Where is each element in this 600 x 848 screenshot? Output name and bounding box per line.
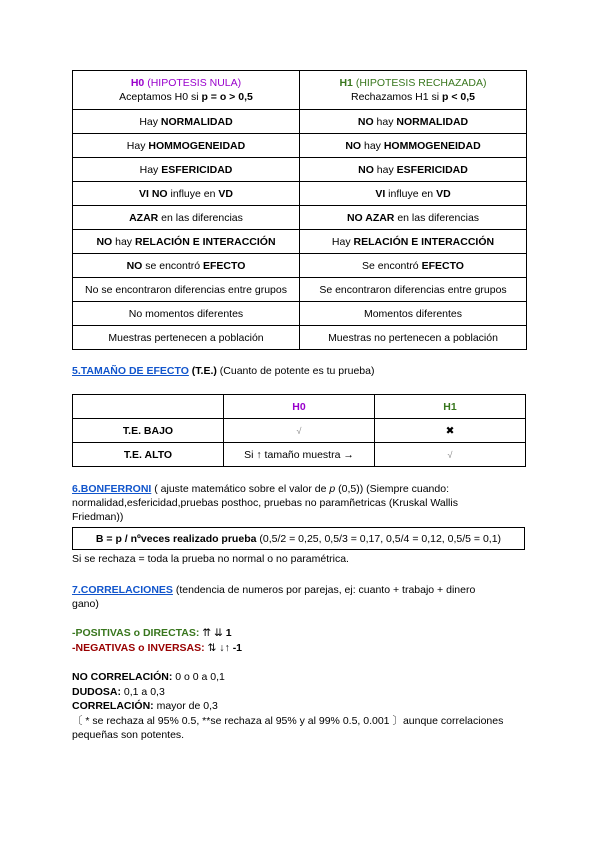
section6-heading: 6.BONFERRONI xyxy=(72,483,152,495)
formula-bold: B = p / nºveces realizado prueba xyxy=(95,533,257,545)
table-row xyxy=(73,419,526,443)
table-row xyxy=(73,395,526,419)
table-row xyxy=(73,230,527,254)
section5-heading-line xyxy=(72,365,374,377)
h0-cell: NO se encontró EFECTO xyxy=(73,254,300,278)
section6-note: Si se rechaza = toda la prueba no normal o no paramétrica. xyxy=(72,553,349,565)
bonferroni-formula-box xyxy=(72,527,525,550)
te-alto-h0: Si ↑ tamaño muestra → xyxy=(224,443,375,467)
h0-cell: No momentos diferentes xyxy=(73,302,300,326)
hypothesis-table xyxy=(72,70,527,350)
h1-cell: Se encontró EFECTO xyxy=(300,254,527,278)
h0-header-cell xyxy=(73,71,300,110)
h1-title-rest: (HIPOTESIS RECHAZADA) xyxy=(352,77,487,89)
h0-cell: AZAR en las diferencias xyxy=(73,206,300,230)
check-icon: √ xyxy=(224,419,375,443)
h0-sub-bold: p = o > 0,5 xyxy=(201,91,253,103)
table-row xyxy=(73,134,527,158)
h1-cell: VI influye en VD xyxy=(300,182,527,206)
h1-cell: Se encontraron diferencias entre grupos xyxy=(300,278,527,302)
table-row xyxy=(73,278,527,302)
h0-cell: Hay ESFERICIDAD xyxy=(73,158,300,182)
table-row xyxy=(73,302,527,326)
section7-heading: 7.CORRELACIONES xyxy=(72,584,173,596)
h1-cell: NO AZAR en las diferencias xyxy=(300,206,527,230)
h1-cell: NO hay NORMALIDAD xyxy=(300,110,527,134)
section5-abbr: (T.E.) xyxy=(188,365,217,377)
cross-icon: ✖ xyxy=(375,419,526,443)
table-row xyxy=(73,110,527,134)
formula-examples: (0,5/2 = 0,25, 0,5/3 = 0,17, 0,5/4 = 0,12, 0,5/5 = 0,1) xyxy=(256,533,502,545)
h0-col-header: H0 xyxy=(224,395,375,419)
correlacion-line: CORRELACIÓN: mayor de 0,3 xyxy=(72,700,218,712)
table-row xyxy=(73,206,527,230)
no-correlation-line: NO CORRELACIÓN: 0 o 0 a 0,1 xyxy=(72,671,225,683)
h1-cell: Muestras no pertenecen a población xyxy=(300,326,527,350)
h0-sub-text: Aceptamos H0 si xyxy=(119,91,202,103)
section5-desc: (Cuanto de potente es tu prueba) xyxy=(216,365,375,377)
positive-correlation-line xyxy=(72,627,232,639)
positive-label: -POSITIVAS o DIRECTAS: xyxy=(72,627,200,639)
section5-heading: 5.TAMAÑO DE EFECTO xyxy=(72,365,189,377)
effect-size-table xyxy=(72,394,526,467)
h1-sub-bold: p < 0,5 xyxy=(442,91,476,103)
positive-value: 1 xyxy=(225,627,232,639)
correlation-note: 〔 * se rechaza al 95% 0.5, **se rechaza al 95% y al 99% 0.5, 0.001 〕aunque correlaciones pequeñas son potentes. xyxy=(72,715,504,741)
table-row xyxy=(73,158,527,182)
negative-value: -1 xyxy=(232,642,243,654)
h1-sub-text: Rechazamos H1 si xyxy=(350,91,443,103)
h0-cell: No se encontraron diferencias entre grupos xyxy=(73,278,300,302)
h0-title: H0 xyxy=(130,77,145,89)
negative-correlation-line xyxy=(72,642,242,654)
table-row xyxy=(73,443,526,467)
h0-cell: Hay HOMMOGENEIDAD xyxy=(73,134,300,158)
empty-header-cell xyxy=(73,395,224,419)
section6-paragraph: 6.BONFERRONI ( ajuste matemático sobre el valor de p (0,5)) (Siempre cuando: normalidad,esfericidad,pruebas posthoc, pruebas no paramñetricas (Kruskal Wallis Friedman)) xyxy=(72,483,458,523)
arrows-icon: ⇅ ↓↑ xyxy=(204,642,233,654)
h1-title: H1 xyxy=(339,77,353,89)
h1-header-cell xyxy=(300,71,527,110)
h1-cell: Momentos diferentes xyxy=(300,302,527,326)
table-row xyxy=(73,326,527,350)
h1-col-header: H1 xyxy=(375,395,526,419)
section7-paragraph: 7.CORRELACIONES (tendencia de numeros por parejas, ej: cuanto + trabajo + dinero gano) xyxy=(72,584,476,610)
h0-cell: Muestras pertenecen a población xyxy=(73,326,300,350)
te-alto-label: T.E. ALTO xyxy=(73,443,224,467)
te-bajo-label: T.E. BAJO xyxy=(73,419,224,443)
h1-cell: NO hay HOMMOGENEIDAD xyxy=(300,134,527,158)
h0-cell: NO hay RELACIÓN E INTERACCIÓN xyxy=(73,230,300,254)
h0-cell: Hay NORMALIDAD xyxy=(73,110,300,134)
h1-cell: Hay RELACIÓN E INTERACCIÓN xyxy=(300,230,527,254)
table-row xyxy=(73,182,527,206)
dudosa-line: DUDOSA: 0,1 a 0,3 xyxy=(72,686,165,698)
h0-title-rest: (HIPOTESIS NULA) xyxy=(144,77,242,89)
h1-cell: NO hay ESFERICIDAD xyxy=(300,158,527,182)
negative-label: -NEGATIVAS o INVERSAS: xyxy=(72,642,205,654)
table-row xyxy=(73,254,527,278)
arrows-icon: ⇈ ⇊ xyxy=(199,627,226,639)
check-icon: √ xyxy=(375,443,526,467)
h0-cell: VI NO influye en VD xyxy=(73,182,300,206)
hypothesis-table-header xyxy=(73,71,527,110)
